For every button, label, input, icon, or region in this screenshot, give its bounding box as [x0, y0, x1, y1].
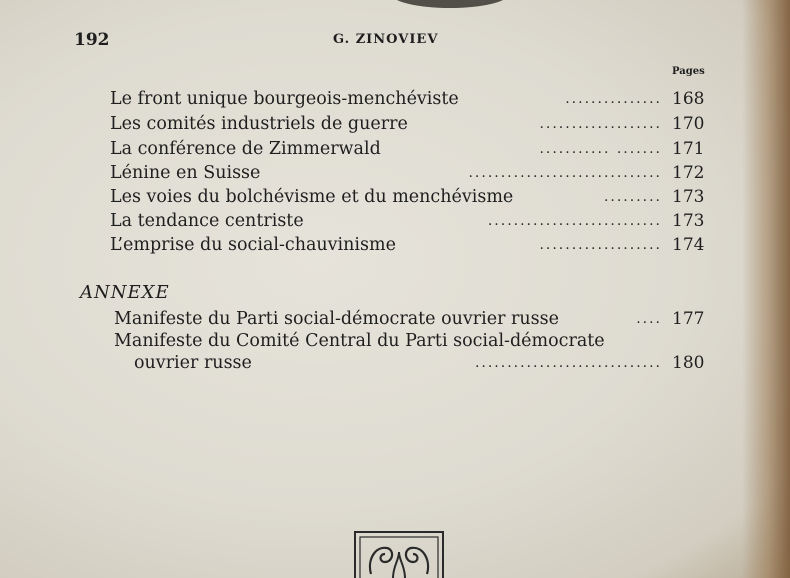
page-edge-stain: [742, 0, 790, 578]
annexe-entry-continuation: [134, 352, 718, 374]
toc-entry: [110, 138, 718, 160]
toc-leader-dots: ...........................: [487, 213, 662, 229]
annexe-heading: ANNEXE: [80, 282, 170, 303]
toc-leader-dots: .........: [603, 189, 662, 205]
toc-leader-dots: ..............................: [468, 165, 662, 181]
toc-entry: [110, 162, 718, 184]
toc-entry-page: 168: [672, 89, 705, 109]
toc-entry: [110, 234, 718, 256]
toc-leader-dots: ...............: [565, 91, 662, 107]
toc-entry-title: La tendance centriste: [110, 211, 304, 231]
toc-entry-title: L’emprise du social-chauvinisme: [110, 235, 396, 255]
toc-entry-title: Les voies du bolchévisme et du menchévisme: [110, 187, 514, 207]
toc-entry-page: 174: [672, 235, 705, 255]
pages-column-label: Pages: [672, 66, 705, 77]
annexe-entry: [114, 308, 718, 330]
toc-entry-page: 172: [672, 163, 705, 183]
toc-entry-title: Les comités industriels de guerre: [110, 114, 408, 134]
toc-entry-page: 170: [672, 114, 705, 134]
toc-entry: [110, 186, 718, 208]
printer-ornament-icon: [353, 530, 445, 578]
page-number: 192: [74, 30, 110, 50]
toc-entry-page: 173: [672, 211, 705, 231]
toc-entry-title-continuation: ouvrier russe: [134, 353, 252, 373]
toc-entry-title: La conférence de Zimmerwald: [110, 139, 381, 159]
toc-entry: [110, 88, 718, 110]
toc-entry: [110, 210, 718, 232]
annexe-entry: [114, 330, 718, 352]
toc-entry-title: Le front unique bourgeois-menchéviste: [110, 89, 459, 109]
book-shadow: [390, 0, 510, 8]
toc-entry-page: 173: [672, 187, 705, 207]
running-header-author: G. ZINOVIEV: [333, 32, 439, 47]
toc-leader-dots: ...................: [539, 116, 662, 132]
toc-leader-dots: ...................: [539, 237, 662, 253]
toc-entry-page: 177: [672, 309, 705, 329]
toc-leader-dots: ........... .......: [539, 141, 662, 157]
toc-entry-title: Manifeste du Parti social-démocrate ouvrier russe: [114, 309, 559, 329]
toc-entry: [110, 113, 718, 135]
toc-entry-title: Manifeste du Comité Central du Parti social-démocrate: [114, 331, 605, 351]
toc-leader-dots: .............................: [474, 355, 662, 371]
toc-entry-page: 180: [672, 353, 705, 373]
toc-leader-dots: ....: [636, 311, 662, 327]
toc-entry-page: 171: [672, 139, 705, 159]
toc-entry-title: Lénine en Suisse: [110, 163, 261, 183]
